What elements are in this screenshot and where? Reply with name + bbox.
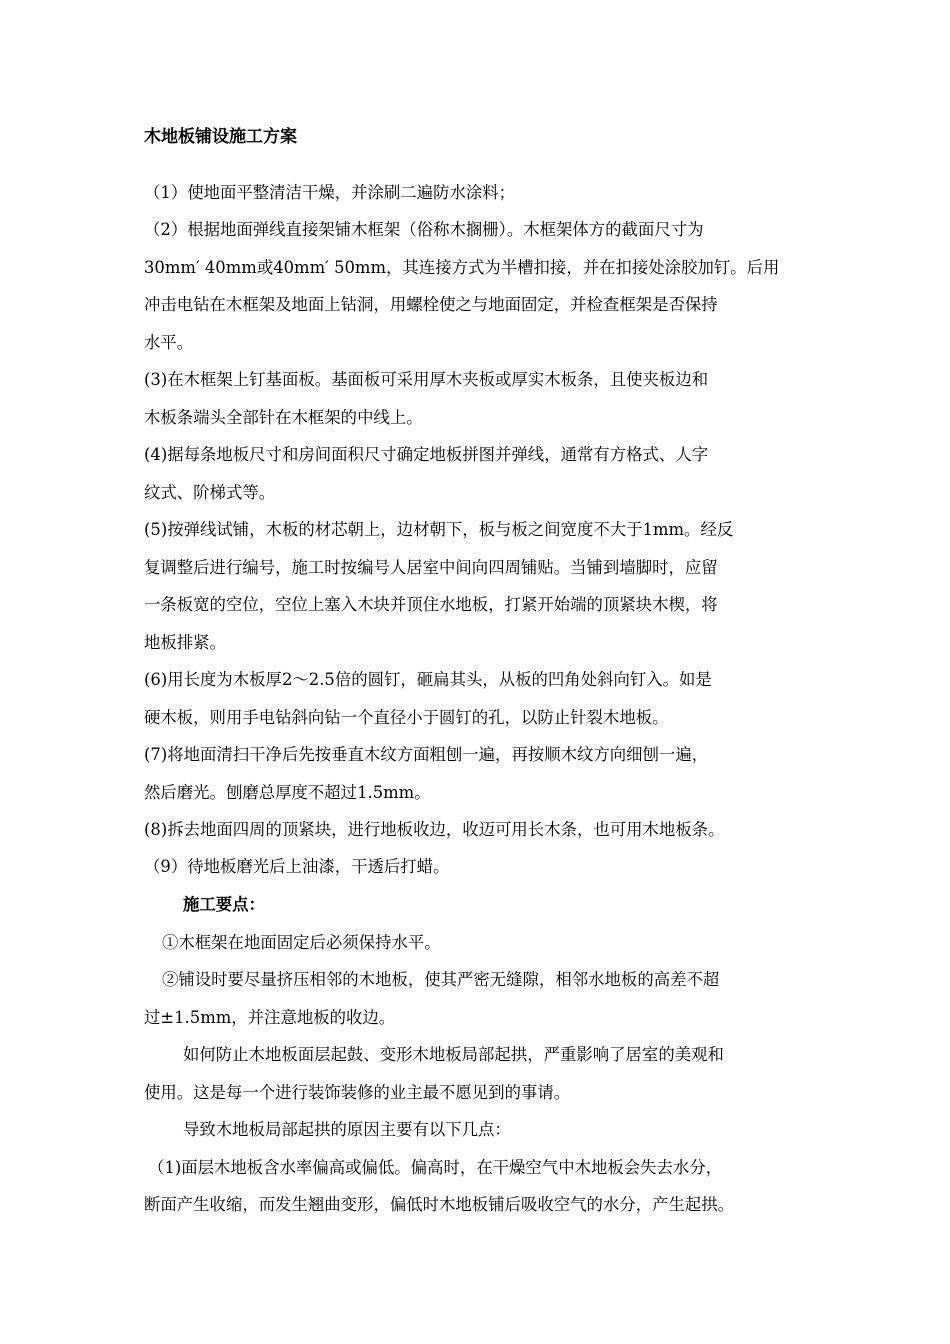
section-heading: 施工要点： (183, 895, 265, 914)
text-line-16: (7)将地面清扫干净后先按垂直木纹方面粗刨一遍，再按顺木纹方向细刨一遍， (144, 745, 709, 764)
text-line-18: (8)拆去地面四周的顶紧块，进行地板收边，收迈可用长木条，也可用木地板条。 (144, 820, 725, 839)
text-line-5: 水平。 (144, 333, 194, 352)
key-point-1: ①木框架在地面固定后必须保持水平。 (162, 933, 441, 952)
text-line-1: （1）使地面平整清洁干燥，并涂刷二遍防水涂料； (144, 183, 516, 202)
paragraph-line-1: 如何防止木地板面层起鼓、变形木地板局部起拱，严重影响了居室的美观和 (183, 1045, 724, 1064)
text-line-13: 地板排紧。 (144, 633, 226, 652)
paragraph-line-2: 使用。这是每一个进行装饰装修的业主最不愿见到的事请。 (144, 1083, 571, 1102)
paragraph-line-4: （1)面层木地板含水率偏高或偏低。偏高时，在干燥空气中木地板会失去水分， (148, 1158, 723, 1177)
paragraph-line-3: 导致木地板局部起拱的原因主要有以下几点： (183, 1120, 511, 1139)
text-line-6: (3)在木框架上钉基面板。基面板可采用厚木夹板或厚实木板条，且使夹板边和 (144, 370, 709, 389)
text-line-12: 一条板宽的空位，空位上塞入木块并顶住水地板，打紧开始端的顶紧块木楔，将 (144, 595, 718, 614)
text-line-3: 30mm′ 40mm或40mm′ 50mm，其连接方式为半槽扣接，并在扣接处涂胶加钉。后用 (144, 258, 780, 277)
text-line-15: 硬木板，则用手电钻斜向钻一个直径小于圆钉的孔，以防止针裂木地板。 (144, 708, 669, 727)
key-point-2-cont: 过±1.5mm，并注意地板的收边。 (144, 1008, 396, 1027)
text-line-8: (4)据每条地板尺寸和房间面积尺寸确定地板拼图并弹线，通常有方格式、人字 (144, 445, 709, 464)
document-title: 木地板铺设施工方案 (144, 127, 297, 147)
text-line-10: (5)按弹线试铺，木板的材芯朝上，边材朝下，板与板之间宽度不大于1mm。经反 (144, 520, 734, 539)
text-line-11: 复调整后进行编号，施工时按编号人居室中间向四周铺贴。当铺到墙脚时，应留 (144, 558, 718, 577)
text-line-7: 木板条端头全部针在木框架的中线上。 (144, 408, 423, 427)
key-point-2: ②铺设时要尽量挤压相邻的木地板，使其严密无缝隙，相邻水地板的高差不超 (162, 970, 720, 989)
text-line-4: 冲击电钻在木框架及地面上钻洞，用螺栓使之与地面固定，并检查框架是否保持 (144, 295, 718, 314)
text-line-19: （9）待地板磨光后上油漆，干透后打蜡。 (144, 857, 450, 876)
text-line-9: 纹式、阶梯式等。 (144, 483, 276, 502)
paragraph-line-5: 断面产生收缩，而发生翘曲变形，偏低时木地板铺后吸收空气的水分，产生起拱。 (144, 1195, 735, 1214)
text-line-2: （2）根据地面弹线直接架铺木框架（俗称木搁栅）。木框架体方的截面尺寸为 (144, 220, 704, 239)
text-line-17: 然后磨光。刨磨总厚度不超过1.5mm。 (144, 783, 431, 802)
text-line-14: (6)用长度为木板厚2～2.5倍的圆钉，砸扁其头，从板的凹角处斜向钉入。如是 (144, 670, 712, 689)
